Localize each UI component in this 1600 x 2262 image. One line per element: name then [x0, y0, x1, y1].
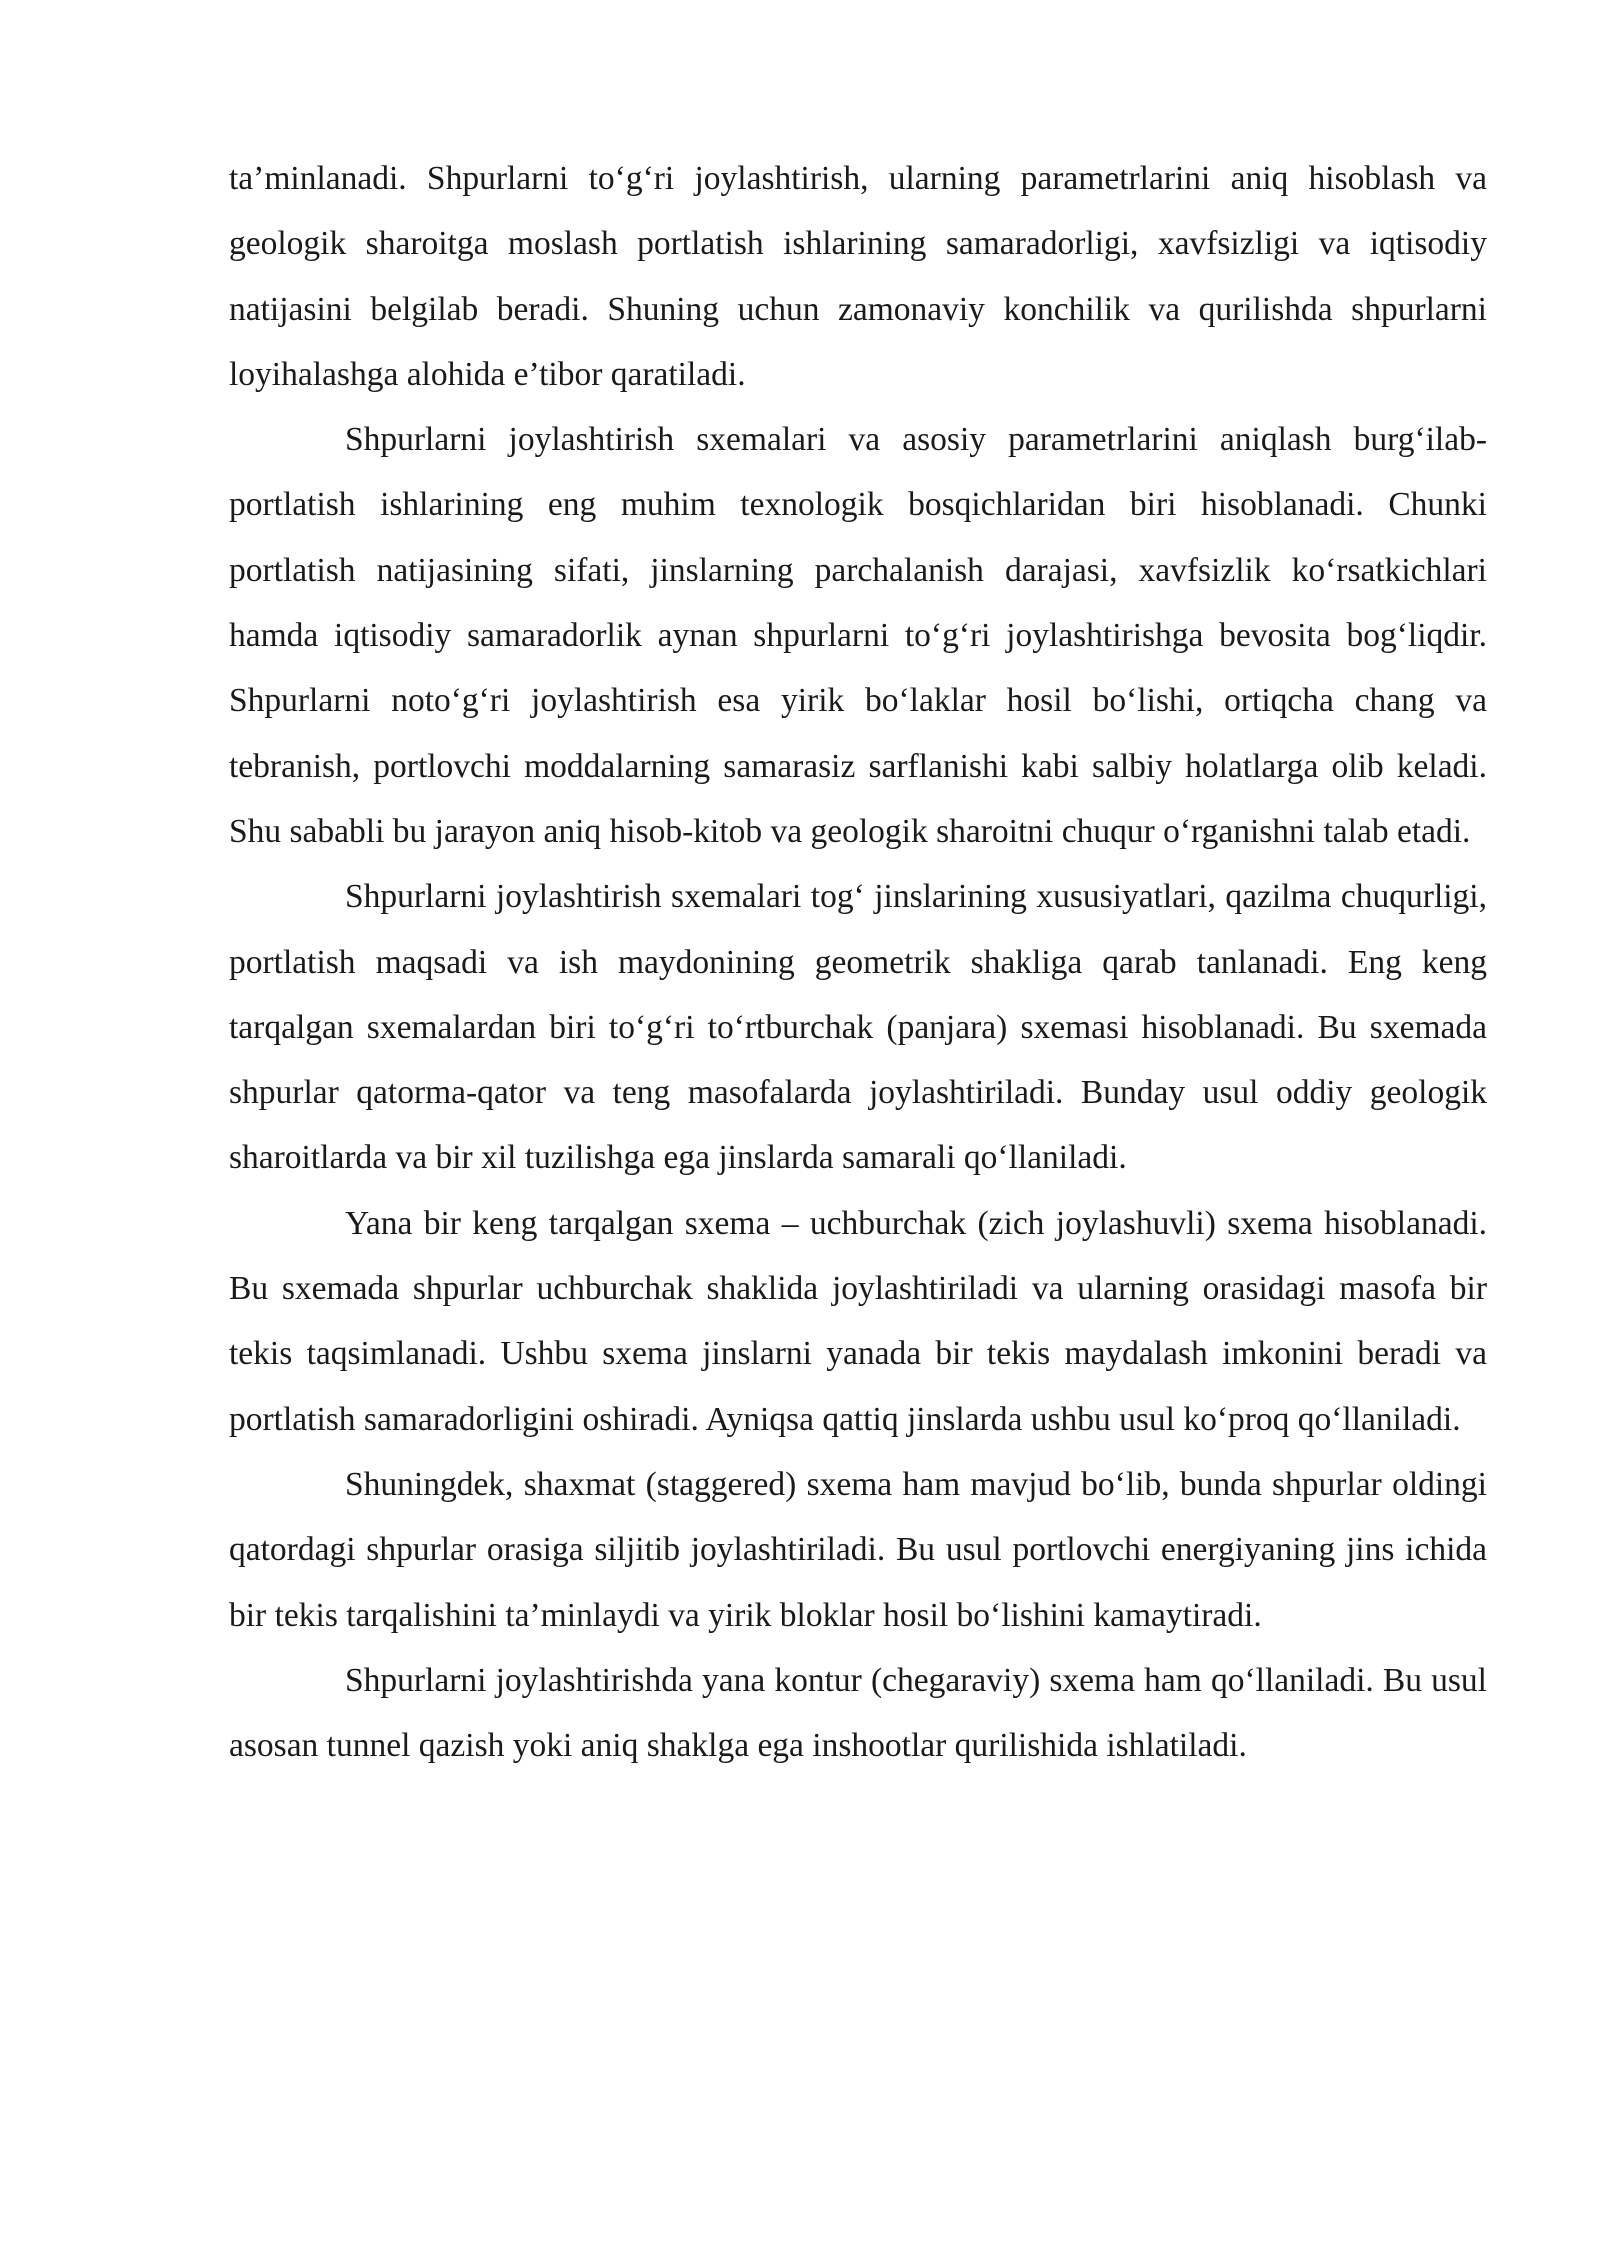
paragraph-staggered-scheme: Shuningdek, shaxmat (staggered) sxema ham mavjud bo‘lib, bunda shpurlar oldingi qatordagi shpurlar orasiga siljitib joylashtiriladi. Bu usul portlovchi energiyaning jins ichida bir tekis tarqalishini ta’minlaydi va yirik bloklar hosil bo‘lishini kamaytiradi.: [229, 1465, 1487, 1634]
paragraph-schemes-importance: Shpurlarni joylashtirish sxemalari va asosiy parametrlarini aniqlash burg‘ilab-portlatish ishlarining eng muhim texnologik bosqichlaridan biri hisoblanadi. Chunki portlatish natijasining sifati, jinslarning parchalanish darajasi, xavfsizlik ko‘rsatkichlari hamda iqtisodiy samaradorlik aynan shpurlarni to‘g‘ri joylashtirishga bevosita bog‘liqdir. Shpurlarni noto‘g‘ri joylashtirish esa yirik bo‘laklar hosil bo‘lishi, ortiqcha chang va tebranish, portlovchi moddalarning samarasiz sarflanishi kabi salbiy holatlarga olib keladi. Shu sababli bu jarayon aniq hisob-kitob va geologik sharoitni chuqur o‘rganishni talab etadi.: [229, 421, 1487, 850]
paragraph-contour-scheme: Shpurlarni joylashtirishda yana kontur (chegaraviy) sxema ham qo‘llaniladi. Bu usul asosan tunnel qazish yoki aniq shaklga ega inshootlar qurilishida ishlatiladi.: [229, 1661, 1487, 1765]
paragraph-triangular-scheme: Yana bir keng tarqalgan sxema – uchburchak (zich joylashuvli) sxema hisoblanadi. Bu sxemada shpurlar uchburchak shaklida joylashtiriladi va ularning orasidagi masofa bir tekis taqsimlanadi. Ushbu sxema jinslarni yanada bir tekis maydalash imkonini beradi va portlatish samaradorligini oshiradi. Ayniqsa qattiq jinslarda ushbu usul ko‘proq qo‘llaniladi.: [229, 1204, 1487, 1438]
document-body: [229, 146, 1487, 1778]
paragraph-continuation: ta’minlanadi. Shpurlarni to‘g‘ri joylashtirish, ularning parametrlarini aniq hisoblash va geologik sharoitga moslash portlatish ishlarining samaradorligi, xavfsizligi va iqtisodiy natijasini belgilab beradi. Shuning uchun zamonaviy konchilik va qurilishda shpurlarni loyihalashga alohida e’tibor qaratiladi.: [229, 160, 1487, 393]
paragraph-rectangular-scheme: Shpurlarni joylashtirish sxemalari tog‘ jinslarining xususiyatlari, qazilma chuqurligi, portlatish maqsadi va ish maydonining geometrik shakliga qarab tanlanadi. Eng keng tarqalgan sxemalardan biri to‘g‘ri to‘rtburchak (panjara) sxemasi hisoblanadi. Bu sxemada shpurlar qatorma-qator va teng masofalarda joylashtiriladi. Bunday usul oddiy geologik sharoitlarda va bir xil tuzilishga ega jinslarda samarali qo‘llaniladi.: [229, 878, 1487, 1177]
